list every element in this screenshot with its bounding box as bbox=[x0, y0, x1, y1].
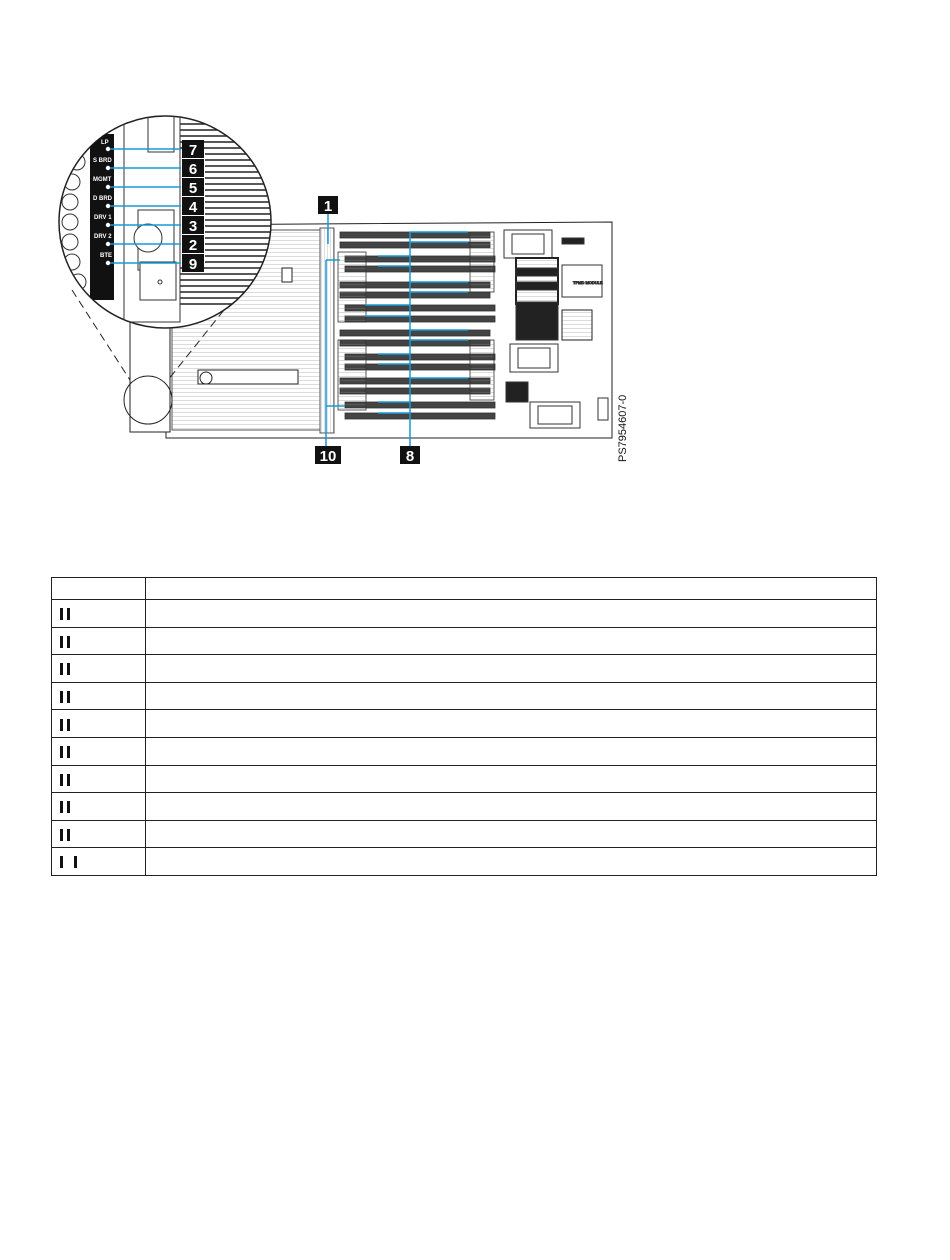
row-text bbox=[146, 627, 877, 655]
row-text bbox=[146, 600, 877, 628]
bars-glyph bbox=[60, 689, 74, 703]
row-marker bbox=[52, 793, 146, 821]
svg-text:3: 3 bbox=[188, 218, 198, 235]
table-row bbox=[52, 710, 877, 738]
callout-6 bbox=[182, 159, 204, 178]
row-marker bbox=[52, 627, 146, 655]
row-text bbox=[146, 710, 877, 738]
bars-glyph bbox=[60, 634, 74, 648]
table-row bbox=[52, 600, 877, 628]
bars-glyph bbox=[60, 606, 74, 620]
row-text bbox=[146, 655, 877, 683]
table-row bbox=[52, 820, 877, 848]
row-text bbox=[146, 682, 877, 710]
table-row bbox=[52, 655, 877, 683]
legend-header-description bbox=[146, 578, 877, 600]
callout-3 bbox=[182, 216, 204, 235]
table-row bbox=[52, 765, 877, 793]
led-label-drv1: DRV 1 bbox=[94, 215, 112, 221]
callout-7 bbox=[182, 140, 204, 159]
legend-table bbox=[51, 577, 877, 876]
bars-glyph bbox=[60, 744, 74, 758]
callout-2 bbox=[182, 235, 204, 254]
svg-text:1: 1 bbox=[323, 198, 333, 215]
bars-glyph bbox=[60, 855, 81, 869]
row-text bbox=[146, 765, 877, 793]
svg-text:6: 6 bbox=[188, 161, 198, 178]
row-marker bbox=[52, 655, 146, 683]
bars-glyph bbox=[60, 661, 74, 675]
led-label-lp: LP bbox=[101, 140, 109, 146]
callout-5 bbox=[182, 178, 204, 197]
led-label-drv2: DRV 2 bbox=[94, 234, 112, 240]
table-row bbox=[52, 627, 877, 655]
row-text bbox=[146, 820, 877, 848]
tpm-label: TPMD MODULE bbox=[573, 280, 603, 285]
table-row bbox=[52, 793, 877, 821]
svg-text:2: 2 bbox=[188, 237, 198, 254]
svg-text:9: 9 bbox=[188, 256, 198, 273]
led-label-dbrd: D BRD bbox=[93, 196, 112, 202]
callout-4 bbox=[182, 197, 204, 216]
row-marker bbox=[52, 765, 146, 793]
svg-text:7: 7 bbox=[188, 142, 198, 159]
led-label-mgmt: MGMT bbox=[93, 177, 112, 183]
row-text bbox=[146, 737, 877, 765]
row-marker bbox=[52, 682, 146, 710]
bars-glyph bbox=[60, 827, 74, 841]
legend-header-row bbox=[52, 578, 877, 600]
svg-text:10: 10 bbox=[319, 448, 337, 465]
callout-10 bbox=[315, 446, 341, 465]
bars-glyph bbox=[60, 717, 74, 731]
row-marker bbox=[52, 737, 146, 765]
callout-8 bbox=[400, 446, 420, 465]
legend-header-callout bbox=[52, 578, 146, 600]
row-text bbox=[146, 793, 877, 821]
row-marker bbox=[52, 710, 146, 738]
callout-1 bbox=[318, 196, 338, 215]
led-label-sbrd: S BRD bbox=[93, 158, 112, 164]
table-row bbox=[52, 737, 877, 765]
table-row bbox=[52, 682, 877, 710]
table-row bbox=[52, 848, 877, 876]
row-marker bbox=[52, 820, 146, 848]
figure-id-label: PS7954607-0 bbox=[617, 394, 629, 462]
svg-text:5: 5 bbox=[188, 180, 198, 197]
row-marker bbox=[52, 600, 146, 628]
bars-glyph bbox=[60, 772, 74, 786]
svg-text:4: 4 bbox=[188, 199, 198, 216]
svg-text:8: 8 bbox=[405, 448, 415, 465]
bars-glyph bbox=[60, 799, 74, 813]
board-diagram bbox=[0, 0, 950, 560]
row-marker bbox=[52, 848, 146, 876]
callout-9 bbox=[182, 254, 204, 273]
row-text bbox=[146, 848, 877, 876]
led-label-bte: BTE bbox=[100, 253, 112, 259]
